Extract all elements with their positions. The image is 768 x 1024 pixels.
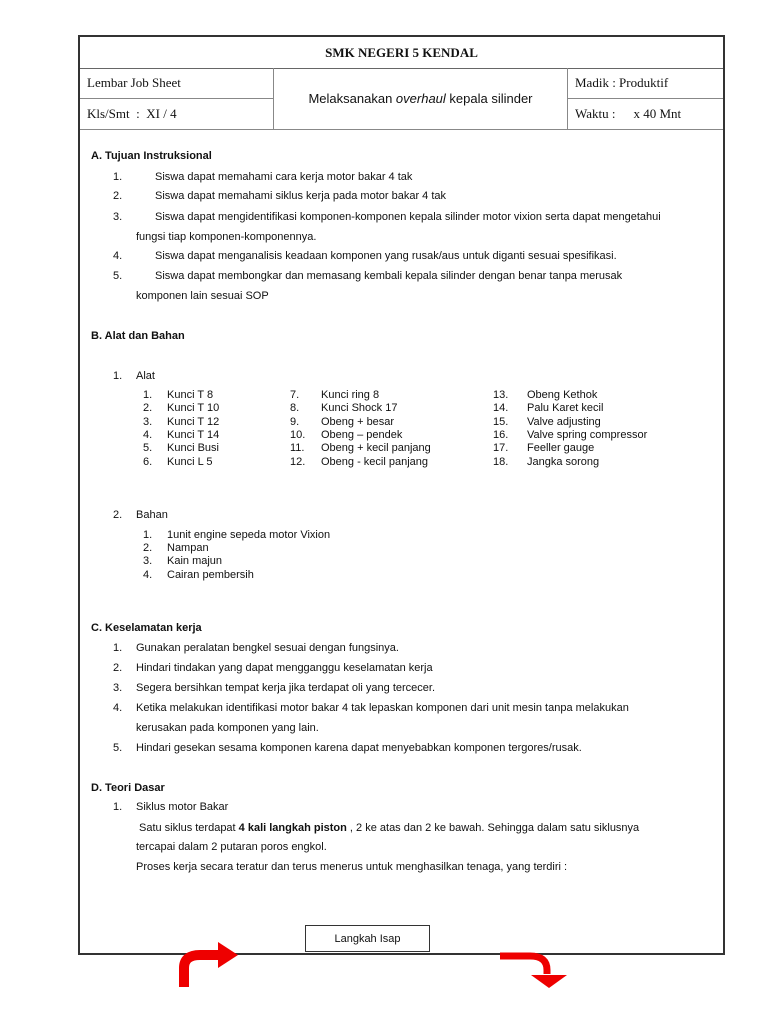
tool-number: 4. <box>143 429 153 441</box>
tool-number: 9. <box>290 416 300 428</box>
tool-name: Kunci Shock 17 <box>321 402 398 414</box>
tool-name: Kunci T 8 <box>167 389 214 401</box>
material-number: 1. <box>143 529 153 541</box>
tool-number: 18. <box>493 456 509 468</box>
tool-number: 3. <box>143 416 153 428</box>
list-item-text-cont: kerusakan pada komponen yang lain. <box>136 722 319 734</box>
tool-number: 5. <box>143 442 153 454</box>
tool-number: 15. <box>493 416 509 428</box>
school-name: SMK NEGERI 5 KENDAL <box>80 37 723 69</box>
section-c-heading: C. Keselamatan kerja <box>91 622 202 634</box>
list-item-number: 1. <box>113 642 123 654</box>
theory-text: , 2 ke atas dan 2 ke bawah. Sehingga dalam satu siklusnya <box>346 822 640 834</box>
tool-number: 2. <box>143 402 153 414</box>
theory-paragraph-1 <box>139 822 639 834</box>
time-allocation <box>567 99 723 130</box>
job-title-suffix: kepala silinder <box>445 91 533 106</box>
step-label: Langkah Isap <box>334 932 401 945</box>
material-name: Kain majun <box>167 555 223 567</box>
tool-name: Obeng - kecil panjang <box>321 456 429 468</box>
tool-number: 13. <box>493 389 509 401</box>
list-item-text: Siswa dapat memahami siklus kerja pada motor bakar 4 tak <box>155 190 447 202</box>
material-name: 1unit engine sepeda motor Vixion <box>167 529 331 541</box>
sheet-label: Lembar Job Sheet <box>80 68 274 99</box>
tool-name: Feeller gauge <box>527 442 595 454</box>
list-item-text: Siswa dapat menganalisis keadaan komponen yang rusak/aus untuk diganti sesuai spesifikasi. <box>155 250 617 262</box>
theory-emphasis: 4 kali langkah piston <box>238 822 347 834</box>
material-name: Cairan pembersih <box>167 569 254 581</box>
job-title-italic: overhaul <box>395 91 446 106</box>
tool-number: 8. <box>290 402 300 414</box>
class-semester <box>80 99 274 130</box>
list-item-text: Gunakan peralatan bengkel sesuai dengan fungsinya. <box>136 642 399 654</box>
list-item-number: 2. <box>113 662 123 674</box>
class-semester-text: Kls/Smt : XI / 4 <box>87 106 177 121</box>
list-item-number: 1. <box>113 171 123 183</box>
tool-name: Obeng Kethok <box>527 389 598 401</box>
list-item-text: Siswa dapat mengidentifikasi komponen-komponen kepala silinder motor vixion serta dapat mengetahui <box>155 211 661 223</box>
tool-number: 17. <box>493 442 509 454</box>
bahan-label: Bahan <box>136 509 168 521</box>
alat-number: 1. <box>113 370 123 382</box>
tool-number: 10. <box>290 429 306 441</box>
theory-paragraph-1-cont: tercapai dalam 2 putaran poros engkol. <box>136 841 327 853</box>
alat-label: Alat <box>136 370 155 382</box>
job-title <box>274 68 567 130</box>
time-value: x 40 Mnt <box>633 106 682 121</box>
tool-number: 14. <box>493 402 509 414</box>
tool-number: 7. <box>290 389 300 401</box>
list-item-text: Segera bersihkan tempat kerja jika terdapat oli yang tercecer. <box>136 682 435 694</box>
tool-name: Kunci T 12 <box>167 416 220 428</box>
tool-number: 16. <box>493 429 509 441</box>
curved-arrow-right-down-icon <box>495 948 575 993</box>
list-item-text: Siswa dapat membongkar dan memasang kembali kepala silinder dengan benar tanpa merusak <box>155 270 623 282</box>
list-item-text-cont: komponen lain sesuai SOP <box>136 290 269 302</box>
theory-text: Satu siklus terdapat <box>139 822 239 834</box>
section-b-heading: B. Alat dan Bahan <box>91 330 185 342</box>
list-item-text: Ketika melakukan identifikasi motor bakar 4 tak lepaskan komponen dari unit mesin tanpa melakukan <box>136 702 629 714</box>
tool-name: Obeng – pendek <box>321 429 403 441</box>
tool-number: 1. <box>143 389 153 401</box>
tool-name: Valve adjusting <box>527 416 601 428</box>
material-number: 4. <box>143 569 153 581</box>
tool-number: 6. <box>143 456 153 468</box>
list-item-text-cont: fungsi tiap komponen-komponennya. <box>136 231 317 243</box>
list-item-number: 3. <box>113 211 123 223</box>
tool-name: Kunci T 14 <box>167 429 220 441</box>
list-item-number: 4. <box>113 702 123 714</box>
list-item-number: 3. <box>113 682 123 694</box>
section-a-heading: A. Tujuan Instruksional <box>91 150 212 162</box>
tool-name: Kunci Busi <box>167 442 219 454</box>
tool-name: Palu Karet kecil <box>527 402 604 414</box>
list-item-number: 5. <box>113 742 123 754</box>
subsection-label: Siklus motor Bakar <box>136 801 229 813</box>
job-title-prefix: Melaksanakan <box>308 91 396 106</box>
material-number: 3. <box>143 555 153 567</box>
tool-name: Kunci ring 8 <box>321 389 380 401</box>
list-item-text: Siswa dapat memahami cara kerja motor bakar 4 tak <box>155 171 413 183</box>
tool-name: Jangka sorong <box>527 456 600 468</box>
tool-name: Obeng + besar <box>321 416 395 428</box>
subsection-number: 1. <box>113 801 123 813</box>
list-item-text: Hindari gesekan sesama komponen karena dapat menyebabkan komponen tergores/rusak. <box>136 742 582 754</box>
subject-label: Madik : Produktif <box>567 68 723 99</box>
list-item-text: Hindari tindakan yang dapat mengganggu keselamatan kerja <box>136 662 433 674</box>
tool-name: Obeng + kecil panjang <box>321 442 431 454</box>
tool-name: Valve spring compressor <box>527 429 648 441</box>
curved-arrow-up-right-icon <box>170 935 250 995</box>
tool-name: Kunci T 10 <box>167 402 220 414</box>
bahan-number: 2. <box>113 509 123 521</box>
step-label-box <box>305 925 430 952</box>
material-name: Nampan <box>167 542 209 554</box>
theory-paragraph-2: Proses kerja secara teratur dan terus menerus untuk menghasilkan tenaga, yang terdiri : <box>136 861 568 873</box>
time-label: Waktu : <box>575 106 616 121</box>
list-item-number: 2. <box>113 190 123 202</box>
tool-name: Kunci L 5 <box>167 456 213 468</box>
tool-number: 11. <box>290 442 305 454</box>
list-item-number: 4. <box>113 250 123 262</box>
section-d-heading: D. Teori Dasar <box>91 782 165 794</box>
tool-number: 12. <box>290 456 306 468</box>
list-item-number: 5. <box>113 270 123 282</box>
material-number: 2. <box>143 542 153 554</box>
